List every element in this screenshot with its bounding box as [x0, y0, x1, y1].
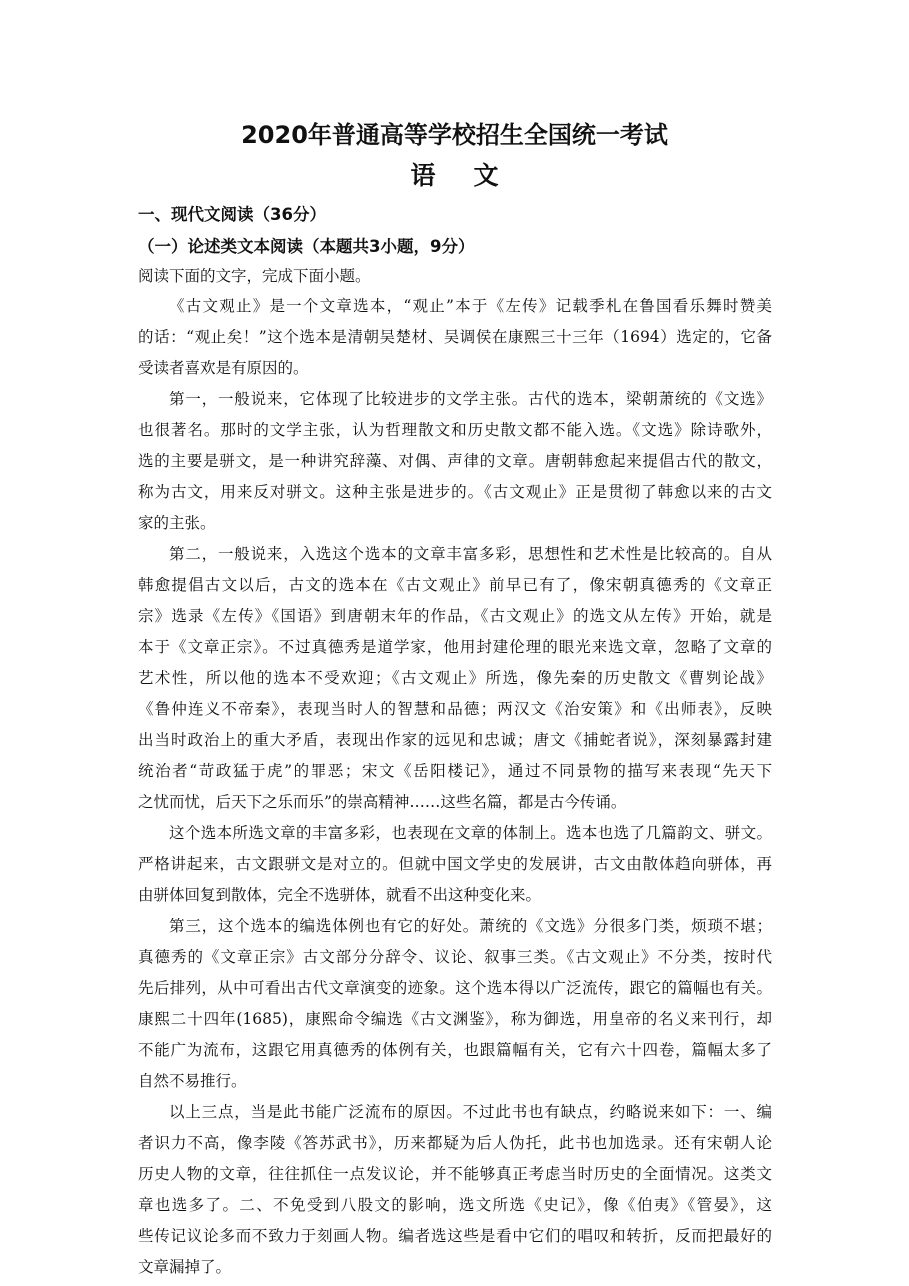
text-line: 第三，这个选本的编选体例也有它的好处。萧统的《文选》分很多门类，烦琐不堪；	[169, 917, 772, 935]
text-line: 本于《文章正宗》。不过真德秀是道学家，他用封建伦理的眼光来选文章，忽略了文章的	[138, 638, 772, 656]
text-line: 也很著名。那时的文学主张，认为哲理散文和历史散文都不能入选。《文选》除诗歌外，	[138, 421, 772, 439]
text-line: 第二，一般说来，入选这个选本的文章丰富多彩，思想性和艺术性是比较高的。自从	[169, 545, 772, 563]
text-line: 些传记议论多而不致力于刻画人物。编者选这些是看中它们的唱叹和转折，反而把最好的	[138, 1227, 772, 1245]
text-line: 艺术性，所以他的选本不受欢迎；《古文观止》所选，像先秦的历史散文《曹刿论战》	[138, 669, 772, 687]
reading-instruction: 阅读下面的文字，完成下面小题。	[138, 267, 371, 285]
text-line: 文章漏掉了。	[138, 1258, 232, 1276]
paragraph	[138, 539, 772, 818]
text-line: 真德秀的《文章正宗》古文部分分辞令、议论、叙事三类。《古文观止》不分类，按时代	[138, 948, 772, 966]
text-line: 先后排列，从中可看出古代文章演变的迹象。这个选本得以广泛流传，跟它的篇幅也有关。	[138, 979, 772, 997]
text-line: 《鲁仲连义不帝秦》，表现当时人的智慧和品德；两汉文《治安策》和《出师表》，反映	[138, 700, 772, 718]
text-line: 由骈体回复到散体，完全不选骈体，就看不出这种变化来。	[138, 886, 542, 904]
text-line: 以上三点，当是此书能广泛流布的原因。不过此书也有缺点，约略说来如下：一、编	[169, 1103, 772, 1121]
text-line: 不能广为流布，这跟它用真德秀的体例有关，也跟篇幅有关，它有六十四卷，篇幅太多了	[138, 1041, 772, 1059]
text-line: 出当时政治上的重大矛盾，表现出作家的远见和忠诚；唐文《捕蛇者说》，深刻暴露封建	[138, 731, 772, 749]
text-line: 选的主要是骈文，是一种讲究辞藻、对偶、声律的文章。唐朝韩愈起来提倡古代的散文，	[138, 452, 772, 470]
text-line: 称为古文，用来反对骈文。这种主张是进步的。《古文观止》正是贯彻了韩愈以来的古文	[138, 483, 772, 501]
text-line: 的话：“观止矣！”这个选本是清朝吴楚材、吴调侯在康熙三十三年（1694）选定的，它备	[138, 328, 772, 346]
paragraph	[138, 291, 772, 384]
subject-title: 语文	[410, 161, 537, 190]
text-line: 受读者喜欢是有原因的。	[138, 359, 309, 377]
text-line: 严格讲起来，古文跟骈文是对立的。但就中国文学史的发展讲，古文由散体趋向骈体，再	[138, 855, 772, 873]
paragraph	[138, 1097, 772, 1283]
paragraph	[138, 818, 772, 911]
text-line: 家的主张。	[138, 514, 216, 532]
text-line: 统治者“苛政猛于虎”的罪恶；宋文《岳阳楼记》，通过不同景物的描写来表现“先天下	[138, 762, 772, 780]
text-line: 章也选多了。二、不免受到八股文的影响，选文所选《史记》，像《伯夷》《管晏》，这	[138, 1196, 772, 1214]
text-line: 宗》选录《左传》《国语》到唐朝末年的作品，《古文观止》的选文从左传》开始，就是	[138, 607, 772, 625]
text-line: 者识力不高，像李陵《答苏武书》，历来都疑为后人伪托，此书也加选录。还有宋朝人论	[138, 1134, 772, 1152]
text-line: 自然不易推行。	[138, 1072, 247, 1090]
text-line: 第一，一般说来，它体现了比较进步的文学主张。古代的选本，梁朝萧统的《文选》	[169, 390, 772, 408]
text-line: 韩愈提倡古文以后，古文的选本在《古文观止》前早已有了，像宋朝真德秀的《文章正	[138, 576, 772, 594]
text-line: 康熙二十四年(1685)，康熙命令编选《古文渊鉴》，称为御选，用皇帝的名义来刊行，却	[138, 1010, 772, 1028]
subsection-heading: （一）论述类文本阅读（本题共3小题，9分）	[138, 237, 475, 256]
reading-passage	[138, 291, 772, 1283]
text-line: 历史人物的文章，往往抓住一点发议论，并不能够真正考虑当时历史的全面情况。这类文	[138, 1165, 772, 1183]
text-line: 之忧而忧，后天下之乐而乐”的崇高精神……这些名篇，都是古今传诵。	[138, 793, 627, 811]
paragraph	[138, 911, 772, 1097]
text-line: 《古文观止》是一个文章选本，“观止”本于《左传》记载季札在鲁国看乐舞时赞美	[169, 297, 772, 315]
exam-title: 2020年普通高等学校招生全国统一考试	[241, 121, 668, 149]
paragraph	[138, 384, 772, 539]
text-line: 这个选本所选文章的丰富多彩，也表现在文章的体制上。选本也选了几篇韵文、骈文。	[169, 824, 772, 842]
section-heading: 一、现代文阅读（36分）	[138, 205, 326, 224]
